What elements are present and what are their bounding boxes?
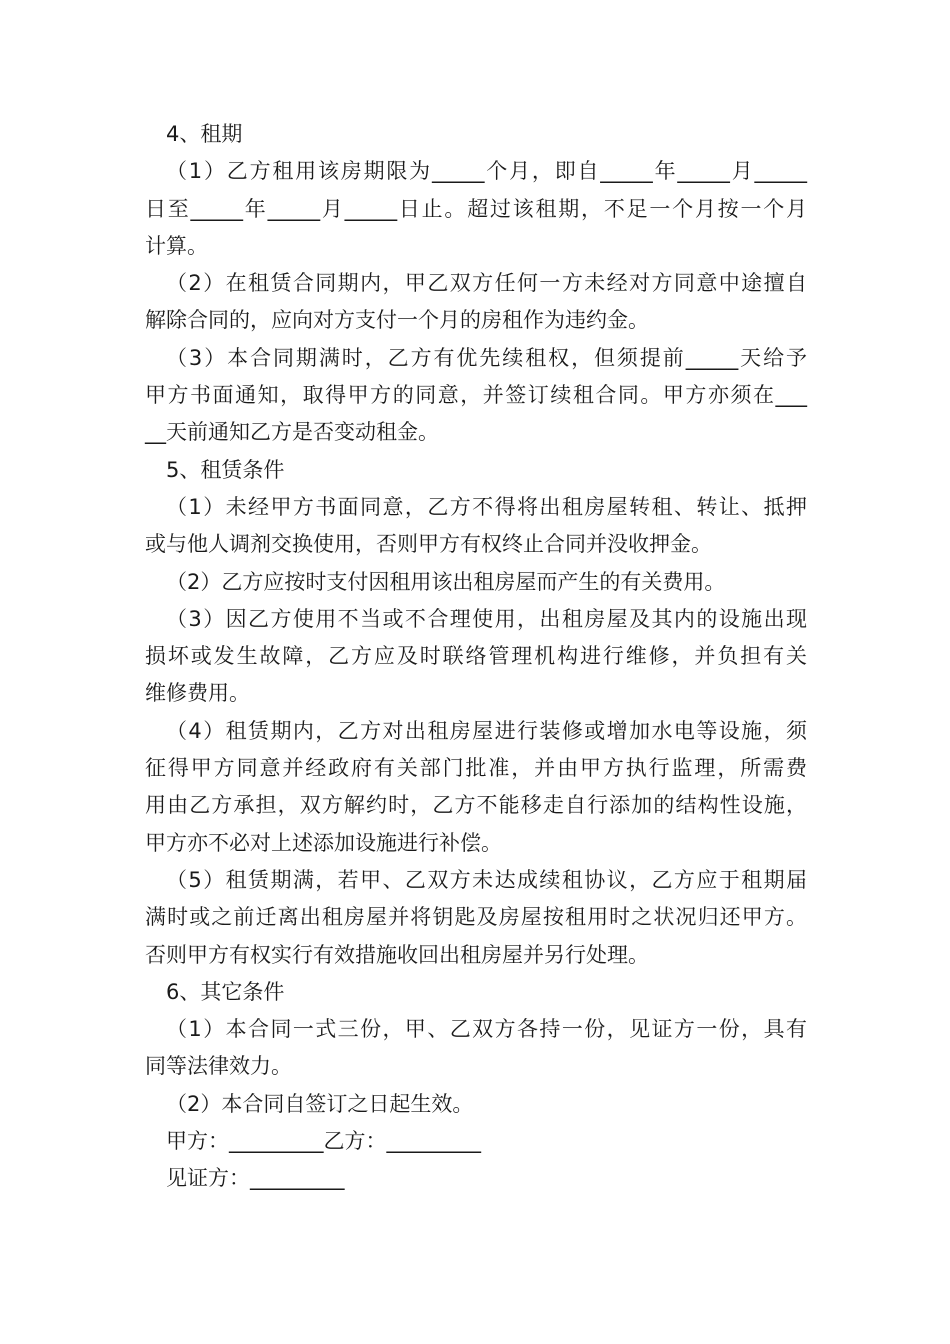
document-line: （1）本合同一式三份，甲、乙双方各持一份，见证方一份，具有: [166, 1017, 807, 1042]
document-line: 甲方书面通知，取得甲方的同意，并签订续租合同。甲方亦须在___: [145, 383, 807, 408]
document-line: __天前通知乙方是否变动租金。: [145, 420, 439, 445]
document-line: （2）在租赁合同期内，甲乙双方任何一方未经对方同意中途擅自: [166, 271, 807, 296]
document-line: 日至_____年_____月_____日止。超过该租期，不足一个月按一个月: [145, 196, 807, 221]
document-line: 损坏或发生故障，乙方应及时联络管理机构进行维修，并负担有关: [145, 644, 807, 669]
document-line: （3）因乙方使用不当或不合理使用，出租房屋及其内的设施出现: [166, 606, 807, 631]
document-line: （1）未经甲方书面同意，乙方不得将出租房屋转租、转让、抵押: [166, 494, 807, 519]
document-line: 维修费用。: [145, 681, 250, 706]
document-line: 同等法律效力。: [145, 1054, 292, 1079]
document-body: [145, 116, 807, 1198]
document-line: 见证方：_________: [166, 1166, 345, 1191]
document-line: 甲方亦不必对上述添加设施进行补偿。: [145, 830, 502, 855]
document-line: 解除合同的，应向对方支付一个月的房租作为违约金。: [145, 308, 649, 333]
document-line: 用由乙方承担，双方解约时，乙方不能移走自行添加的结构性设施，: [145, 793, 807, 818]
document-line: （3）本合同期满时，乙方有优先续租权，但须提前_____天给予: [166, 345, 807, 370]
document-line: 或与他人调剂交换使用，否则甲方有权终止合同并没收押金。: [145, 532, 712, 557]
document-line: （4）租赁期内，乙方对出租房屋进行装修或增加水电等设施，须: [166, 718, 807, 743]
document-line: 计算。: [145, 233, 208, 258]
document-line: 征得甲方同意并经政府有关部门批准，并由甲方执行监理，所需费: [145, 756, 807, 781]
document-line: （2）本合同自签订之日起生效。: [166, 1091, 474, 1116]
document-line: （5）租赁期满，若甲、乙双方未达成续租协议，乙方应于租期届: [166, 867, 807, 892]
document-line: 4、租期: [166, 122, 243, 146]
document-line: 满时或之前迁离出租房屋并将钥匙及房屋按租用时之状况归还甲方。: [145, 905, 807, 930]
document-line: （2）乙方应按时支付因租用该出租房屋而产生的有关费用。: [166, 569, 726, 594]
document-line: 否则甲方有权实行有效措施收回出租房屋并另行处理。: [145, 942, 649, 967]
document-line: （1）乙方租用该房期限为_____个月，即自_____年_____月_____: [166, 159, 807, 184]
document-line: 甲方：_________乙方：_________: [166, 1129, 481, 1154]
document-line: 5、租赁条件: [166, 457, 285, 482]
document-line: 6、其它条件: [166, 979, 285, 1004]
